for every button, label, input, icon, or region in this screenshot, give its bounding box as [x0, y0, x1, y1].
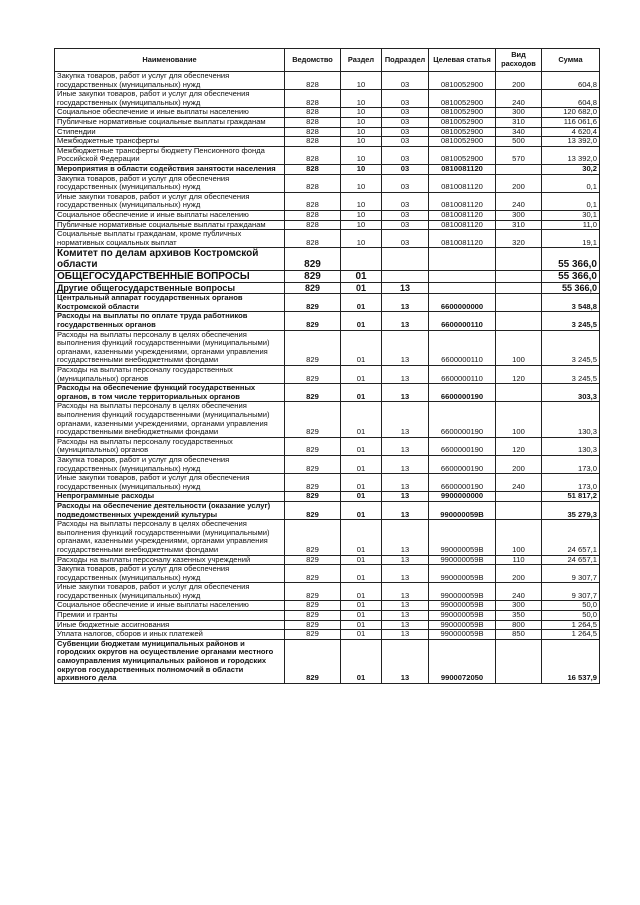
row-statya-cell: 6600000110 — [429, 330, 496, 365]
row-vedomstvo-cell: 829 — [285, 455, 341, 473]
row-statya-cell: 6600000190 — [429, 384, 496, 402]
row-summa-cell: 604,8 — [542, 90, 600, 108]
row-podrazdel-cell: 13 — [382, 366, 429, 384]
row-vid-cell — [496, 248, 542, 271]
table-row — [55, 384, 600, 402]
row-name-cell: Расходы на обеспечение функций государственных органов, в том числе территориальных органов — [55, 384, 285, 402]
col-header-podrazdel: Подраздел — [382, 49, 429, 72]
row-podrazdel-cell: 13 — [382, 520, 429, 555]
table-row — [55, 210, 600, 220]
row-summa-cell: 24 657,1 — [542, 555, 600, 565]
row-razdel-cell: 01 — [341, 283, 382, 294]
row-statya-cell: 6600000110 — [429, 366, 496, 384]
row-name-cell: Закупка товаров, работ и услуг для обеспечения государственных (муниципальных) нужд — [55, 455, 285, 473]
row-statya-cell: 990000059В — [429, 620, 496, 630]
row-summa-cell: 604,8 — [542, 72, 600, 90]
row-podrazdel-cell: 03 — [382, 90, 429, 108]
row-vedomstvo-cell: 828 — [285, 220, 341, 230]
row-podrazdel-cell: 13 — [382, 639, 429, 683]
row-statya-cell: 990000059В — [429, 565, 496, 583]
row-podrazdel-cell: 13 — [382, 312, 429, 330]
row-vid-cell — [496, 312, 542, 330]
row-razdel-cell: 01 — [341, 455, 382, 473]
row-name-cell: Межбюджетные трансферты бюджету Пенсионного фонда Российской Федерации — [55, 146, 285, 164]
row-vid-cell: 320 — [496, 230, 542, 248]
row-podrazdel-cell: 03 — [382, 137, 429, 147]
row-vid-cell — [496, 294, 542, 312]
row-name-cell: Уплата налогов, сборов и иных платежей — [55, 630, 285, 640]
row-vid-cell — [496, 639, 542, 683]
row-summa-cell: 55 366,0 — [542, 248, 600, 271]
col-header-vedomstvo: Ведомство — [285, 49, 341, 72]
row-name-cell: Мероприятия в области содействия занятости населения — [55, 164, 285, 174]
row-summa-cell: 3 245,5 — [542, 366, 600, 384]
row-podrazdel-cell: 13 — [382, 294, 429, 312]
row-summa-cell: 9 307,7 — [542, 583, 600, 601]
table-row — [55, 611, 600, 621]
row-vedomstvo-cell: 829 — [285, 565, 341, 583]
row-vid-cell: 120 — [496, 366, 542, 384]
row-summa-cell: 0,1 — [542, 174, 600, 192]
row-statya-cell: 6600000190 — [429, 402, 496, 437]
row-summa-cell: 173,0 — [542, 474, 600, 492]
row-summa-cell: 24 657,1 — [542, 520, 600, 555]
row-name-cell: Публичные нормативные социальные выплаты гражданам — [55, 220, 285, 230]
table-row — [55, 630, 600, 640]
row-vid-cell: 850 — [496, 630, 542, 640]
row-razdel-cell: 10 — [341, 192, 382, 210]
row-name-cell: Социальные выплаты гражданам, кроме публичных нормативных социальных выплат — [55, 230, 285, 248]
row-vid-cell: 310 — [496, 117, 542, 127]
row-vid-cell: 200 — [496, 174, 542, 192]
row-vedomstvo-cell: 828 — [285, 174, 341, 192]
row-statya-cell: 990000059В — [429, 555, 496, 565]
col-header-vid: Вид расходов — [496, 49, 542, 72]
row-statya-cell: 0810052900 — [429, 90, 496, 108]
row-statya-cell: 0810052900 — [429, 117, 496, 127]
table-row — [55, 146, 600, 164]
row-statya-cell: 0810081120 — [429, 164, 496, 174]
row-statya-cell: 990000059В — [429, 601, 496, 611]
row-summa-cell: 173,0 — [542, 455, 600, 473]
table-row — [55, 283, 600, 294]
table-row — [55, 72, 600, 90]
table-row — [55, 492, 600, 502]
row-vid-cell — [496, 164, 542, 174]
row-statya-cell: 6600000000 — [429, 294, 496, 312]
row-podrazdel-cell: 13 — [382, 565, 429, 583]
row-name-cell: Расходы на выплаты персоналу в целях обеспечения выполнения функций государственными (муниципальными) органами, казенными учреждениями, органами управления государственными внебюджетными фондами — [55, 402, 285, 437]
row-vid-cell: 100 — [496, 402, 542, 437]
row-summa-cell: 11,0 — [542, 220, 600, 230]
row-summa-cell: 4 620,4 — [542, 127, 600, 137]
table-row — [55, 555, 600, 565]
row-name-cell: Иные закупки товаров, работ и услуг для обеспечения государственных (муниципальных) нужд — [55, 474, 285, 492]
row-podrazdel-cell: 13 — [382, 492, 429, 502]
row-name-cell: Закупка товаров, работ и услуг для обеспечения государственных (муниципальных) нужд — [55, 72, 285, 90]
row-name-cell: Другие общегосударственные вопросы — [55, 283, 285, 294]
table-row — [55, 455, 600, 473]
col-header-razdel: Раздел — [341, 49, 382, 72]
row-razdel-cell: 01 — [341, 492, 382, 502]
row-name-cell: Социальное обеспечение и иные выплаты населению — [55, 601, 285, 611]
row-name-cell: Закупка товаров, работ и услуг для обеспечения государственных (муниципальных) нужд — [55, 565, 285, 583]
row-vid-cell: 120 — [496, 437, 542, 455]
row-statya-cell: 9900000000 — [429, 492, 496, 502]
row-statya-cell: 990000059В — [429, 520, 496, 555]
row-podrazdel-cell: 13 — [382, 601, 429, 611]
row-razdel-cell: 01 — [341, 555, 382, 565]
row-razdel-cell: 01 — [341, 565, 382, 583]
row-vedomstvo-cell: 829 — [285, 601, 341, 611]
row-razdel-cell: 10 — [341, 210, 382, 220]
row-vedomstvo-cell: 828 — [285, 72, 341, 90]
table-row — [55, 402, 600, 437]
row-razdel-cell: 01 — [341, 620, 382, 630]
row-summa-cell: 3 245,5 — [542, 312, 600, 330]
row-razdel-cell: 01 — [341, 294, 382, 312]
row-vedomstvo-cell: 829 — [285, 312, 341, 330]
row-vedomstvo-cell: 829 — [285, 271, 341, 283]
row-vedomstvo-cell: 828 — [285, 117, 341, 127]
row-name-cell: Расходы на выплаты персоналу государственных (муниципальных) органов — [55, 366, 285, 384]
row-razdel-cell: 01 — [341, 639, 382, 683]
row-summa-cell: 1 264,5 — [542, 630, 600, 640]
row-name-cell: Межбюджетные трансферты — [55, 137, 285, 147]
row-statya-cell: 0810081120 — [429, 174, 496, 192]
row-statya-cell — [429, 283, 496, 294]
row-podrazdel-cell: 13 — [382, 555, 429, 565]
table-row — [55, 520, 600, 555]
row-vedomstvo-cell: 829 — [285, 283, 341, 294]
row-summa-cell: 3 548,8 — [542, 294, 600, 312]
row-vedomstvo-cell: 828 — [285, 164, 341, 174]
row-name-cell: Премии и гранты — [55, 611, 285, 621]
row-statya-cell: 0810081120 — [429, 220, 496, 230]
row-podrazdel-cell: 13 — [382, 402, 429, 437]
row-podrazdel-cell: 03 — [382, 117, 429, 127]
row-summa-cell: 116 061,6 — [542, 117, 600, 127]
table-row — [55, 271, 600, 283]
row-vid-cell: 340 — [496, 127, 542, 137]
table-row — [55, 474, 600, 492]
row-summa-cell: 16 537,9 — [542, 639, 600, 683]
row-vedomstvo-cell: 828 — [285, 90, 341, 108]
row-razdel-cell: 10 — [341, 164, 382, 174]
row-vedomstvo-cell: 829 — [285, 583, 341, 601]
row-razdel-cell: 10 — [341, 90, 382, 108]
row-podrazdel-cell: 03 — [382, 230, 429, 248]
row-statya-cell: 0810081120 — [429, 192, 496, 210]
row-name-cell: Публичные нормативные социальные выплаты гражданам — [55, 117, 285, 127]
row-podrazdel-cell: 13 — [382, 283, 429, 294]
row-vid-cell: 300 — [496, 210, 542, 220]
row-summa-cell: 13 392,0 — [542, 146, 600, 164]
row-vid-cell — [496, 492, 542, 502]
table-row — [55, 312, 600, 330]
row-summa-cell: 30,1 — [542, 210, 600, 220]
row-podrazdel-cell: 03 — [382, 192, 429, 210]
row-statya-cell: 6600000190 — [429, 437, 496, 455]
row-statya-cell: 6600000190 — [429, 455, 496, 473]
table-row — [55, 294, 600, 312]
row-vid-cell: 110 — [496, 555, 542, 565]
row-razdel-cell: 01 — [341, 520, 382, 555]
table-row — [55, 164, 600, 174]
row-name-cell: Расходы на выплаты по оплате труда работников государственных органов — [55, 312, 285, 330]
row-vedomstvo-cell: 829 — [285, 555, 341, 565]
row-razdel-cell: 01 — [341, 630, 382, 640]
row-vedomstvo-cell: 828 — [285, 108, 341, 118]
row-vid-cell: 800 — [496, 620, 542, 630]
row-statya-cell: 0810052900 — [429, 127, 496, 137]
col-header-name: Наименование — [55, 49, 285, 72]
row-podrazdel-cell: 03 — [382, 72, 429, 90]
table-row — [55, 601, 600, 611]
row-summa-cell: 30,2 — [542, 164, 600, 174]
row-vedomstvo-cell: 829 — [285, 611, 341, 621]
row-razdel-cell: 10 — [341, 146, 382, 164]
row-vid-cell: 310 — [496, 220, 542, 230]
row-name-cell: Социальное обеспечение и иные выплаты населению — [55, 108, 285, 118]
row-summa-cell: 55 366,0 — [542, 271, 600, 283]
row-vid-cell: 240 — [496, 583, 542, 601]
row-razdel-cell: 01 — [341, 583, 382, 601]
row-vid-cell: 500 — [496, 137, 542, 147]
row-vid-cell: 240 — [496, 90, 542, 108]
row-vedomstvo-cell: 828 — [285, 210, 341, 220]
row-statya-cell: 0810081120 — [429, 210, 496, 220]
row-podrazdel-cell: 03 — [382, 108, 429, 118]
row-statya-cell: 0810052900 — [429, 108, 496, 118]
row-vedomstvo-cell: 829 — [285, 384, 341, 402]
row-vedomstvo-cell: 828 — [285, 137, 341, 147]
row-razdel-cell: 01 — [341, 601, 382, 611]
row-summa-cell: 303,3 — [542, 384, 600, 402]
row-summa-cell: 130,3 — [542, 437, 600, 455]
row-summa-cell: 3 245,5 — [542, 330, 600, 365]
row-vedomstvo-cell: 829 — [285, 501, 341, 519]
row-statya-cell — [429, 271, 496, 283]
row-vid-cell: 200 — [496, 565, 542, 583]
row-podrazdel-cell: 13 — [382, 474, 429, 492]
row-vedomstvo-cell: 829 — [285, 437, 341, 455]
row-vid-cell: 200 — [496, 72, 542, 90]
row-statya-cell: 0810052900 — [429, 146, 496, 164]
row-statya-cell: 0810052900 — [429, 72, 496, 90]
row-razdel-cell: 10 — [341, 174, 382, 192]
row-vedomstvo-cell: 829 — [285, 630, 341, 640]
row-podrazdel-cell: 03 — [382, 127, 429, 137]
row-vid-cell: 240 — [496, 474, 542, 492]
row-summa-cell: 120 682,0 — [542, 108, 600, 118]
table-row — [55, 437, 600, 455]
row-vid-cell: 300 — [496, 601, 542, 611]
row-summa-cell: 9 307,7 — [542, 565, 600, 583]
row-vid-cell — [496, 283, 542, 294]
row-podrazdel-cell: 13 — [382, 620, 429, 630]
row-name-cell: Расходы на выплаты персоналу государственных (муниципальных) органов — [55, 437, 285, 455]
row-name-cell: Иные закупки товаров, работ и услуг для обеспечения государственных (муниципальных) нужд — [55, 90, 285, 108]
row-vedomstvo-cell: 829 — [285, 620, 341, 630]
row-podrazdel-cell: 03 — [382, 210, 429, 220]
row-razdel-cell: 10 — [341, 230, 382, 248]
row-name-cell: Расходы на обеспечение деятельности (оказание услуг) подведомственных учреждений культуры — [55, 501, 285, 519]
table-row — [55, 137, 600, 147]
table-row — [55, 330, 600, 365]
row-razdel-cell: 01 — [341, 330, 382, 365]
row-vedomstvo-cell: 828 — [285, 230, 341, 248]
table-row — [55, 174, 600, 192]
table-row — [55, 501, 600, 519]
table-row — [55, 565, 600, 583]
row-vedomstvo-cell: 829 — [285, 294, 341, 312]
table-row — [55, 90, 600, 108]
row-vedomstvo-cell: 828 — [285, 127, 341, 137]
row-summa-cell: 35 279,3 — [542, 501, 600, 519]
row-vid-cell — [496, 271, 542, 283]
row-statya-cell: 990000059В — [429, 501, 496, 519]
table-row — [55, 117, 600, 127]
row-vid-cell: 570 — [496, 146, 542, 164]
row-razdel-cell: 10 — [341, 72, 382, 90]
row-summa-cell: 55 366,0 — [542, 283, 600, 294]
row-statya-cell: 0810052900 — [429, 137, 496, 147]
table-row — [55, 620, 600, 630]
row-razdel-cell: 01 — [341, 437, 382, 455]
row-summa-cell: 130,3 — [542, 402, 600, 437]
row-vid-cell: 100 — [496, 520, 542, 555]
row-podrazdel-cell: 03 — [382, 174, 429, 192]
row-vid-cell — [496, 384, 542, 402]
row-podrazdel-cell: 13 — [382, 437, 429, 455]
row-podrazdel-cell: 13 — [382, 330, 429, 365]
table-row — [55, 366, 600, 384]
row-razdel-cell: 01 — [341, 271, 382, 283]
row-vedomstvo-cell: 829 — [285, 520, 341, 555]
row-vid-cell: 350 — [496, 611, 542, 621]
row-vedomstvo-cell: 829 — [285, 248, 341, 271]
row-vid-cell: 200 — [496, 455, 542, 473]
row-razdel-cell: 01 — [341, 366, 382, 384]
row-name-cell: Центральный аппарат государственных органов Костромской области — [55, 294, 285, 312]
row-name-cell: Стипендии — [55, 127, 285, 137]
table-row — [55, 583, 600, 601]
table-row — [55, 230, 600, 248]
row-summa-cell: 50,0 — [542, 601, 600, 611]
row-summa-cell: 1 264,5 — [542, 620, 600, 630]
row-name-cell: Иные закупки товаров, работ и услуг для обеспечения государственных (муниципальных) нужд — [55, 192, 285, 210]
row-vedomstvo-cell: 829 — [285, 492, 341, 502]
row-statya-cell: 990000059В — [429, 611, 496, 621]
row-podrazdel-cell: 13 — [382, 455, 429, 473]
row-summa-cell: 13 392,0 — [542, 137, 600, 147]
row-podrazdel-cell: 03 — [382, 164, 429, 174]
row-name-cell: Расходы на выплаты персоналу в целях обеспечения выполнения функций государственными (муниципальными) органами, казенными учреждениями, органами управления государственными внебюджетными фондами — [55, 330, 285, 365]
row-name-cell: Расходы на выплаты персоналу в целях обеспечения выполнения функций государственными (муниципальными) органами, казенными учреждениями, органами управления государственными внебюджетными фондами — [55, 520, 285, 555]
row-statya-cell: 0810081120 — [429, 230, 496, 248]
table-row — [55, 108, 600, 118]
row-razdel-cell: 01 — [341, 402, 382, 437]
row-vedomstvo-cell: 829 — [285, 330, 341, 365]
row-statya-cell: 6600000110 — [429, 312, 496, 330]
row-vid-cell: 100 — [496, 330, 542, 365]
row-razdel-cell: 01 — [341, 474, 382, 492]
row-name-cell: ОБЩЕГОСУДАРСТВЕННЫЕ ВОПРОСЫ — [55, 271, 285, 283]
row-summa-cell: 51 817,2 — [542, 492, 600, 502]
row-statya-cell — [429, 248, 496, 271]
col-header-summa: Сумма — [542, 49, 600, 72]
row-razdel-cell: 10 — [341, 137, 382, 147]
row-razdel-cell: 01 — [341, 384, 382, 402]
row-vedomstvo-cell: 829 — [285, 366, 341, 384]
header-row — [55, 49, 600, 72]
row-summa-cell: 19,1 — [542, 230, 600, 248]
row-razdel-cell: 01 — [341, 611, 382, 621]
row-summa-cell: 50,0 — [542, 611, 600, 621]
row-name-cell: Социальное обеспечение и иные выплаты населению — [55, 210, 285, 220]
table-row — [55, 127, 600, 137]
row-name-cell: Иные закупки товаров, работ и услуг для обеспечения государственных (муниципальных) нужд — [55, 583, 285, 601]
row-podrazdel-cell — [382, 271, 429, 283]
row-razdel-cell: 01 — [341, 312, 382, 330]
row-name-cell: Субвенции бюджетам муниципальных районов и городских округов на осуществление органами местного самоуправления муниципальных районов и городских округов государственных полномочий в области архивного дела — [55, 639, 285, 683]
row-vedomstvo-cell: 828 — [285, 192, 341, 210]
budget-table — [54, 48, 600, 684]
row-name-cell: Комитет по делам архивов Костромской области — [55, 248, 285, 271]
row-vedomstvo-cell: 829 — [285, 639, 341, 683]
row-name-cell: Иные бюджетные ассигнования — [55, 620, 285, 630]
row-podrazdel-cell: 03 — [382, 220, 429, 230]
row-summa-cell: 0,1 — [542, 192, 600, 210]
row-podrazdel-cell: 03 — [382, 146, 429, 164]
row-vid-cell: 300 — [496, 108, 542, 118]
row-razdel-cell: 10 — [341, 220, 382, 230]
row-vedomstvo-cell: 828 — [285, 146, 341, 164]
col-header-statya: Целевая статья — [429, 49, 496, 72]
row-vedomstvo-cell: 829 — [285, 474, 341, 492]
row-podrazdel-cell: 13 — [382, 384, 429, 402]
row-razdel-cell — [341, 248, 382, 271]
row-podrazdel-cell: 13 — [382, 501, 429, 519]
row-razdel-cell: 01 — [341, 501, 382, 519]
table-row — [55, 248, 600, 271]
table-row — [55, 220, 600, 230]
row-podrazdel-cell: 13 — [382, 611, 429, 621]
row-podrazdel-cell: 13 — [382, 583, 429, 601]
row-statya-cell: 990000059В — [429, 630, 496, 640]
table-body — [55, 72, 600, 684]
row-razdel-cell: 10 — [341, 127, 382, 137]
row-statya-cell: 990000059В — [429, 583, 496, 601]
row-razdel-cell: 10 — [341, 108, 382, 118]
row-name-cell: Непрограммные расходы — [55, 492, 285, 502]
row-name-cell: Закупка товаров, работ и услуг для обеспечения государственных (муниципальных) нужд — [55, 174, 285, 192]
table-row — [55, 192, 600, 210]
row-statya-cell: 6600000190 — [429, 474, 496, 492]
table-row — [55, 639, 600, 683]
row-vid-cell: 240 — [496, 192, 542, 210]
row-razdel-cell: 10 — [341, 117, 382, 127]
row-statya-cell: 9900072050 — [429, 639, 496, 683]
budget-document — [54, 48, 599, 684]
row-vid-cell — [496, 501, 542, 519]
row-podrazdel-cell — [382, 248, 429, 271]
row-vedomstvo-cell: 829 — [285, 402, 341, 437]
row-podrazdel-cell: 13 — [382, 630, 429, 640]
row-name-cell: Расходы на выплаты персоналу казенных учреждений — [55, 555, 285, 565]
